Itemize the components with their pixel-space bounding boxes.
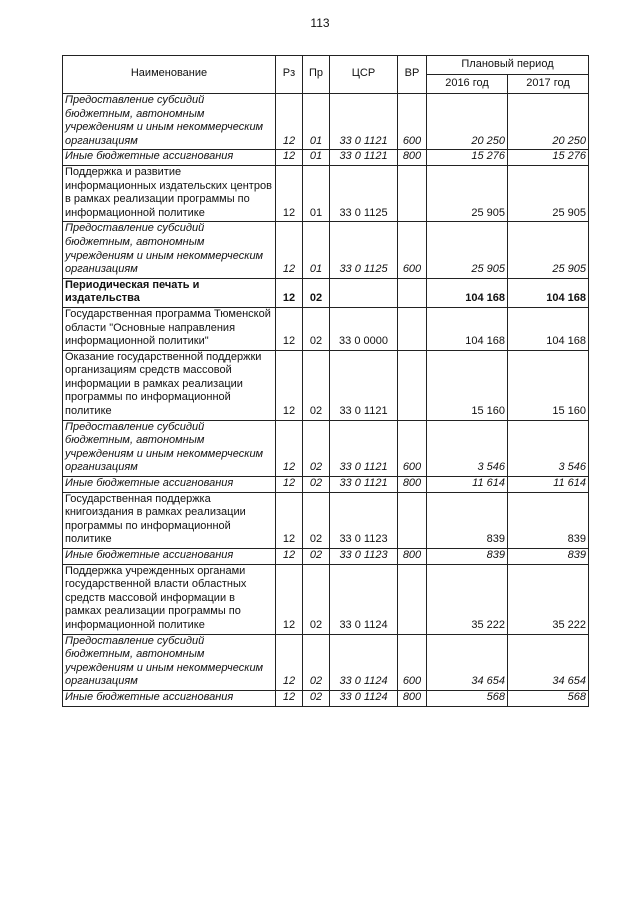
cell-rz: 12 bbox=[276, 222, 303, 278]
header-planned-period: Плановый период bbox=[427, 56, 589, 75]
table-row bbox=[63, 477, 589, 493]
cell-rz: 12 bbox=[276, 690, 303, 706]
header-pr: Пр bbox=[303, 56, 330, 94]
cell-rz: 12 bbox=[276, 165, 303, 221]
cell-name: Оказание государственной поддержки организациям средств массовой информации в рамках реализации программы по информационной политике bbox=[63, 350, 276, 420]
cell-vr: 600 bbox=[398, 222, 427, 278]
table-row bbox=[63, 222, 589, 278]
cell-rz: 12 bbox=[276, 492, 303, 548]
cell-rz: 12 bbox=[276, 564, 303, 634]
table-row bbox=[63, 549, 589, 565]
table-row bbox=[63, 350, 589, 420]
table-row bbox=[63, 150, 589, 166]
cell-y2016: 25 905 bbox=[427, 222, 508, 278]
cell-y2017: 34 654 bbox=[508, 634, 589, 690]
cell-csr: 33 0 1125 bbox=[330, 165, 398, 221]
cell-pr: 02 bbox=[303, 564, 330, 634]
cell-vr bbox=[398, 350, 427, 420]
cell-pr: 02 bbox=[303, 492, 330, 548]
cell-y2017: 839 bbox=[508, 492, 589, 548]
cell-name: Иные бюджетные ассигнования bbox=[63, 150, 276, 166]
cell-y2016: 104 168 bbox=[427, 278, 508, 307]
cell-csr: 33 0 1121 bbox=[330, 420, 398, 476]
cell-vr: 800 bbox=[398, 150, 427, 166]
cell-name: Поддержка и развитие информационных издательских центров в рамках реализации программы по информационной политике bbox=[63, 165, 276, 221]
header-row bbox=[63, 56, 589, 75]
table-row bbox=[63, 307, 589, 350]
cell-pr: 01 bbox=[303, 222, 330, 278]
cell-csr bbox=[330, 278, 398, 307]
cell-name: Государственная программа Тюменской области "Основные направления информационной политики" bbox=[63, 307, 276, 350]
cell-y2016: 839 bbox=[427, 492, 508, 548]
cell-vr bbox=[398, 564, 427, 634]
budget-table bbox=[62, 55, 589, 707]
cell-y2016: 104 168 bbox=[427, 307, 508, 350]
cell-vr bbox=[398, 278, 427, 307]
cell-y2017: 15 276 bbox=[508, 150, 589, 166]
cell-y2017: 25 905 bbox=[508, 222, 589, 278]
cell-csr: 33 0 1123 bbox=[330, 549, 398, 565]
cell-csr: 33 0 1123 bbox=[330, 492, 398, 548]
header-rz: Рз bbox=[276, 56, 303, 94]
cell-y2016: 35 222 bbox=[427, 564, 508, 634]
cell-rz: 12 bbox=[276, 477, 303, 493]
cell-pr: 02 bbox=[303, 420, 330, 476]
cell-name: Предоставление субсидий бюджетным, автономным учреждениям и иным некоммерческим организациям bbox=[63, 222, 276, 278]
cell-y2017: 839 bbox=[508, 549, 589, 565]
cell-vr bbox=[398, 165, 427, 221]
header-csr: ЦСР bbox=[330, 56, 398, 94]
cell-pr: 02 bbox=[303, 350, 330, 420]
table-row bbox=[63, 165, 589, 221]
header-year-2017: 2017 год bbox=[508, 75, 589, 94]
cell-vr: 800 bbox=[398, 549, 427, 565]
cell-y2017: 11 614 bbox=[508, 477, 589, 493]
cell-csr: 33 0 1124 bbox=[330, 564, 398, 634]
header-name: Наименование bbox=[63, 56, 276, 94]
cell-y2016: 15 276 bbox=[427, 150, 508, 166]
cell-vr: 600 bbox=[398, 634, 427, 690]
cell-y2016: 25 905 bbox=[427, 165, 508, 221]
cell-vr: 600 bbox=[398, 94, 427, 150]
cell-vr bbox=[398, 492, 427, 548]
cell-y2016: 568 bbox=[427, 690, 508, 706]
cell-csr: 33 0 1121 bbox=[330, 150, 398, 166]
cell-y2017: 25 905 bbox=[508, 165, 589, 221]
table-row bbox=[63, 278, 589, 307]
cell-y2017: 3 546 bbox=[508, 420, 589, 476]
cell-csr: 33 0 1121 bbox=[330, 350, 398, 420]
cell-vr: 800 bbox=[398, 477, 427, 493]
cell-rz: 12 bbox=[276, 150, 303, 166]
cell-y2017: 568 bbox=[508, 690, 589, 706]
cell-name: Предоставление субсидий бюджетным, автономным учреждениям и иным некоммерческим организациям bbox=[63, 94, 276, 150]
cell-vr bbox=[398, 307, 427, 350]
cell-y2016: 839 bbox=[427, 549, 508, 565]
cell-rz: 12 bbox=[276, 350, 303, 420]
cell-pr: 02 bbox=[303, 634, 330, 690]
table-row bbox=[63, 690, 589, 706]
cell-rz: 12 bbox=[276, 634, 303, 690]
table-row bbox=[63, 94, 589, 150]
cell-y2016: 11 614 bbox=[427, 477, 508, 493]
cell-pr: 01 bbox=[303, 94, 330, 150]
cell-csr: 33 0 1121 bbox=[330, 94, 398, 150]
cell-rz: 12 bbox=[276, 307, 303, 350]
cell-csr: 33 0 1124 bbox=[330, 634, 398, 690]
cell-name: Предоставление субсидий бюджетным, автономным учреждениям и иным некоммерческим организациям bbox=[63, 420, 276, 476]
cell-y2017: 20 250 bbox=[508, 94, 589, 150]
cell-rz: 12 bbox=[276, 94, 303, 150]
cell-csr: 33 0 1124 bbox=[330, 690, 398, 706]
cell-y2017: 104 168 bbox=[508, 307, 589, 350]
cell-y2016: 15 160 bbox=[427, 350, 508, 420]
table-row bbox=[63, 492, 589, 548]
header-year-2016: 2016 год bbox=[427, 75, 508, 94]
cell-pr: 02 bbox=[303, 477, 330, 493]
cell-name: Предоставление субсидий бюджетным, автономным учреждениям и иным некоммерческим организациям bbox=[63, 634, 276, 690]
cell-name: Государственная поддержка книгоиздания в рамках реализации программы по информационной политике bbox=[63, 492, 276, 548]
cell-csr: 33 0 1125 bbox=[330, 222, 398, 278]
cell-csr: 33 0 0000 bbox=[330, 307, 398, 350]
cell-y2016: 20 250 bbox=[427, 94, 508, 150]
cell-name: Иные бюджетные ассигнования bbox=[63, 690, 276, 706]
cell-vr: 600 bbox=[398, 420, 427, 476]
cell-y2017: 104 168 bbox=[508, 278, 589, 307]
header-vr: ВР bbox=[398, 56, 427, 94]
cell-pr: 02 bbox=[303, 690, 330, 706]
page-number: 113 bbox=[310, 16, 330, 30]
cell-rz: 12 bbox=[276, 278, 303, 307]
cell-rz: 12 bbox=[276, 549, 303, 565]
cell-pr: 02 bbox=[303, 549, 330, 565]
cell-pr: 01 bbox=[303, 150, 330, 166]
cell-name: Поддержка учрежденных органами государственной власти областных средств массовой информации в рамках реализации программы по информационной политике bbox=[63, 564, 276, 634]
cell-pr: 02 bbox=[303, 307, 330, 350]
table-row bbox=[63, 634, 589, 690]
cell-pr: 01 bbox=[303, 165, 330, 221]
cell-y2017: 15 160 bbox=[508, 350, 589, 420]
cell-y2016: 3 546 bbox=[427, 420, 508, 476]
cell-csr: 33 0 1121 bbox=[330, 477, 398, 493]
cell-rz: 12 bbox=[276, 420, 303, 476]
table-row bbox=[63, 420, 589, 476]
cell-y2016: 34 654 bbox=[427, 634, 508, 690]
cell-name: Иные бюджетные ассигнования bbox=[63, 477, 276, 493]
cell-pr: 02 bbox=[303, 278, 330, 307]
cell-vr: 800 bbox=[398, 690, 427, 706]
cell-y2017: 35 222 bbox=[508, 564, 589, 634]
cell-name: Иные бюджетные ассигнования bbox=[63, 549, 276, 565]
table-row bbox=[63, 564, 589, 634]
cell-name: Периодическая печать и издательства bbox=[63, 278, 276, 307]
